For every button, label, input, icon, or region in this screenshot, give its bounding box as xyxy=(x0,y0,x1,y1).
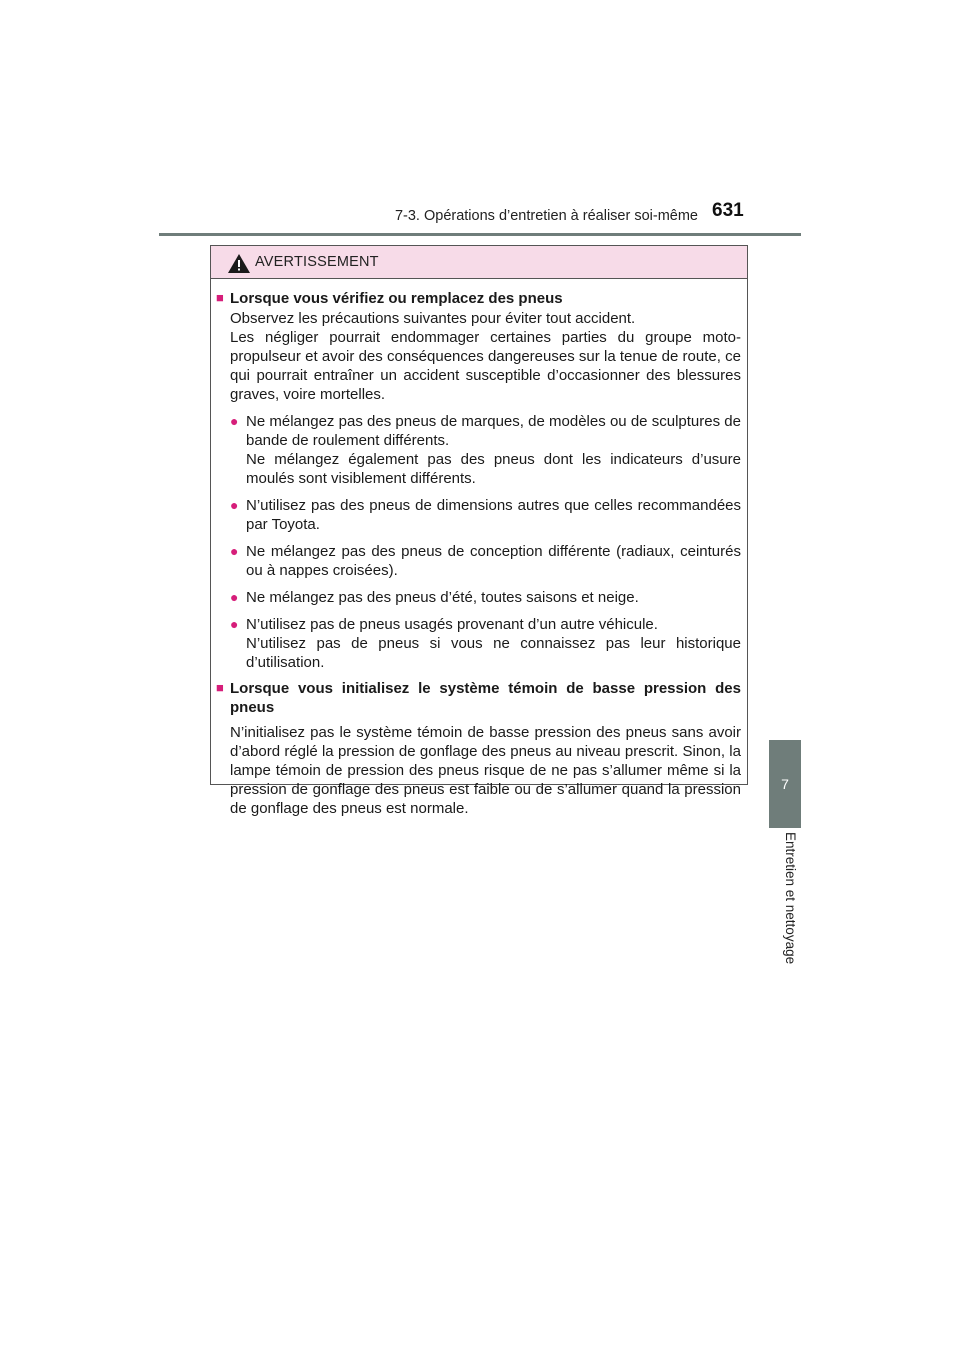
round-bullet-icon: ● xyxy=(230,589,239,605)
section-title xyxy=(216,679,741,717)
warning-title: AVERTISSEMENT xyxy=(255,254,379,270)
bullet-text: Ne mélangez également pas des pneus dont les indicateurs d’usure moulés sont visiblement différents. xyxy=(246,451,741,487)
square-bullet-icon: ■ xyxy=(216,680,224,695)
chapter-number: 7 xyxy=(781,776,789,792)
warning-header xyxy=(211,246,747,279)
list-item xyxy=(230,542,741,580)
chapter-tab xyxy=(769,740,801,828)
list-item xyxy=(230,615,741,672)
running-header-section: 7-3. Opérations d’entretien à réaliser soi-même xyxy=(394,208,698,224)
bullet-text: N’utilisez pas de pneus si vous ne connaissez pas leur historique d’utilisation. xyxy=(246,635,741,671)
warning-box xyxy=(210,245,748,817)
bullet-text: N’utilisez pas des pneus de dimensions autres que celles recommandées par Toyota. xyxy=(246,497,741,533)
round-bullet-icon: ● xyxy=(230,413,239,429)
round-bullet-icon: ● xyxy=(230,616,239,632)
chapter-label: Entretien et nettoyage xyxy=(783,832,798,965)
list-item xyxy=(230,588,741,607)
section-title-text: Lorsque vous vérifiez ou remplacez des pneus xyxy=(230,290,563,307)
bullet-text: Ne mélangez pas des pneus de conception différente (radiaux, ceinturés ou à nappes croisées). xyxy=(246,543,741,579)
bullet-text: Ne mélangez pas des pneus d’été, toutes saisons et neige. xyxy=(246,589,639,606)
paragraph-line: N’initialisez pas le système témoin de basse pression des pneus sans avoir d’abord réglé la pression de gonflage des pneus au niveau prescrit. Sinon, la lampe témoin de pression des pneus risque de ne pas s’allumer même si la pression de gonflage des pneus est faible ou de s’allumer quand la pression de gonflage des pneus est normale. xyxy=(230,724,741,817)
section-title xyxy=(216,289,741,308)
section-paragraph xyxy=(230,309,741,404)
bullet-text: N’utilisez pas de pneus usagés provenant d’un autre véhicule. xyxy=(246,616,658,633)
header-rule xyxy=(159,233,801,236)
section-paragraph xyxy=(230,723,741,818)
paragraph-line: Observez les précautions suivantes pour éviter tout accident. xyxy=(230,310,636,327)
list-item xyxy=(230,496,741,534)
round-bullet-icon: ● xyxy=(230,543,239,559)
section-title-text: Lorsque vous initialisez le système témoin de basse pression des pneus xyxy=(230,680,741,716)
warning-triangle-icon xyxy=(227,253,251,274)
paragraph-line: Les négliger pourrait endommager certaines parties du groupe moto-propulseur et avoir des conséquences dangereuses sur la tenue de route, ce qui pourrait entraîner un accident susceptible d’occasionner des blessures graves, voire mortelles. xyxy=(230,329,741,403)
warning-body xyxy=(211,279,747,818)
page-number: 631 xyxy=(712,200,744,221)
bullet-text: Ne mélangez pas des pneus de marques, de modèles ou de sculptures de bande de roulement différents. xyxy=(246,413,741,449)
list-item xyxy=(230,412,741,488)
square-bullet-icon: ■ xyxy=(216,290,224,305)
round-bullet-icon: ● xyxy=(230,497,239,513)
